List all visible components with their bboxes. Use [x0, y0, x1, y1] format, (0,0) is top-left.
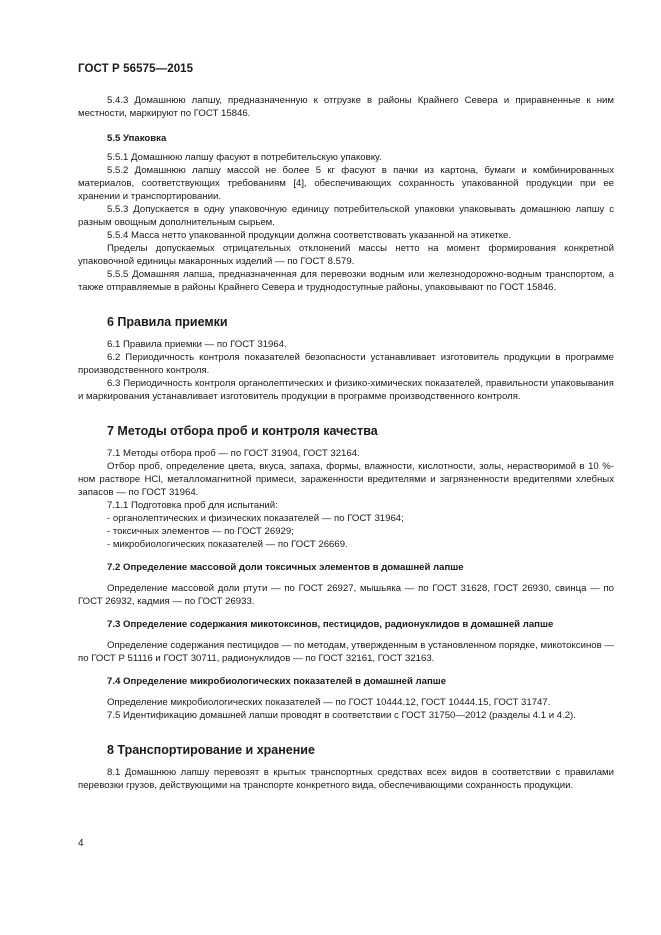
paragraph-7-3: Определение содержания пестицидов — по методам, утвержденным в установленном порядке, микотоксинов — по ГОСТ Р 51116 и ГОСТ 30711, радионуклидов — по ГОСТ 32161, ГОСТ 32163.: [78, 640, 614, 664]
paragraph-7-4: Определение микробиологических показателей — по ГОСТ 10444.12, ГОСТ 10444.15, ГОСТ 31747.: [107, 697, 551, 708]
paragraph-6-1: 6.1 Правила приемки — по ГОСТ 31964.: [107, 339, 287, 350]
paragraph-7-1-1: 7.1.1 Подготовка проб для испытаний:: [107, 500, 278, 511]
subsection-heading-5-5: 5.5 Упаковка: [107, 133, 167, 144]
section-heading-7: 7 Методы отбора проб и контроля качества: [107, 424, 378, 438]
paragraph-5-5-1: 5.5.1 Домашнюю лапшу фасуют в потребительскую упаковку.: [107, 152, 382, 163]
paragraph-7-5: 7.5 Идентификацию домашней лапши проводят в соответствии с ГОСТ 31750—2012 (разделы 4.1 и 4.2).: [107, 710, 576, 721]
paragraph-6-2: 6.2 Периодичность контроля показателей безопасности устанавливает изготовитель продукции в программе производственного контроля.: [78, 352, 614, 376]
paragraph-5-5-5: 5.5.5 Домашняя лапша, предназначенная для перевозки водным или железнодорожно-водным транспортом, а также отправляемые в районы Крайнего Севера и труднодоступные районы, упаковывают по ГОСТ 15846.: [78, 269, 614, 293]
paragraph-5-5-2: 5.5.2 Домашнюю лапшу массой не более 5 кг фасуют в пачки из картона, бумаги и комбинированных материалов, соответствующих требованиям [4], обеспечивающих сохранность упакованной продукции при ее хранении и транспортировании.: [78, 165, 614, 202]
paragraph-8-1: 8.1 Домашнюю лапшу перевозят в крытых транспортных средствах всех видов в соответствии с правилами перевозки грузов, действующими на транспорте конкретного вида, обеспечивающими сохранность продукции.: [78, 767, 614, 791]
list-item: - органолептических и физических показателей — по ГОСТ 31964;: [107, 513, 404, 524]
list-item: - микробиологических показателей — по ГОСТ 26669.: [107, 539, 348, 550]
section-heading-6: 6 Правила приемки: [107, 315, 228, 329]
subsection-heading-7-3: 7.3 Определение содержания микотоксинов, пестицидов, радионуклидов в домашней лапше: [107, 619, 554, 630]
paragraph-5-5-4-limits: Пределы допускаемых отрицательных отклонений массы нетто на момент формирования конкретной упаковочной единицы макаронных изделий — по ГОСТ 8.579.: [78, 243, 614, 267]
standard-header: ГОСТ Р 56575—2015: [78, 63, 194, 75]
subsection-heading-7-4: 7.4 Определение микробиологических показателей в домашней лапше: [107, 676, 447, 687]
paragraph-7-2: Определение массовой доли ртути — по ГОСТ 26927, мышьяка — по ГОСТ 31628, ГОСТ 26930, свинца — по ГОСТ 26932, кадмия — по ГОСТ 26933.: [78, 583, 614, 607]
subsection-heading-7-2: 7.2 Определение массовой доли токсичных элементов в домашней лапше: [107, 562, 464, 573]
paragraph-6-3: 6.3 Периодичность контроля органолептических и физико-химических показателей, правильности упаковывания и маркирования устанавливает изготовитель продукции в программе производственного контроля.: [78, 378, 614, 402]
list-item: - токсичных элементов — по ГОСТ 26929;: [107, 526, 294, 537]
section-heading-8: 8 Транспортирование и хранение: [107, 743, 315, 757]
paragraph-7-1: 7.1 Методы отбора проб — по ГОСТ 31904, ГОСТ 32164.: [107, 448, 360, 459]
paragraph-5-4-3: 5.4.3 Домашнюю лапшу, предназначенную к отгрузке в районы Крайнего Севера и приравненные к ним местности, маркируют по ГОСТ 15846.: [78, 95, 614, 119]
paragraph-5-5-3: 5.5.3 Допускается в одну упаковочную единицу потребительской упаковки упаковывать домашнюю лапшу с разным овощным дополнительным сырьем.: [78, 204, 614, 228]
document-body: [78, 94, 614, 792]
page-number: 4: [78, 838, 84, 849]
paragraph-5-5-4: 5.5.4 Масса нетто упакованной продукции должна соответствовать указанной на этикетке.: [107, 230, 512, 241]
paragraph-7-1-sampling: Отбор проб, определение цвета, вкуса, запаха, формы, влажности, кислотности, золы, нерастворимой в 10 %-ном растворе HCl, металломагнитной примеси, зараженности вредителями и загрязненности вредителями хлебных запасов — по ГОСТ 31964.: [78, 461, 614, 498]
